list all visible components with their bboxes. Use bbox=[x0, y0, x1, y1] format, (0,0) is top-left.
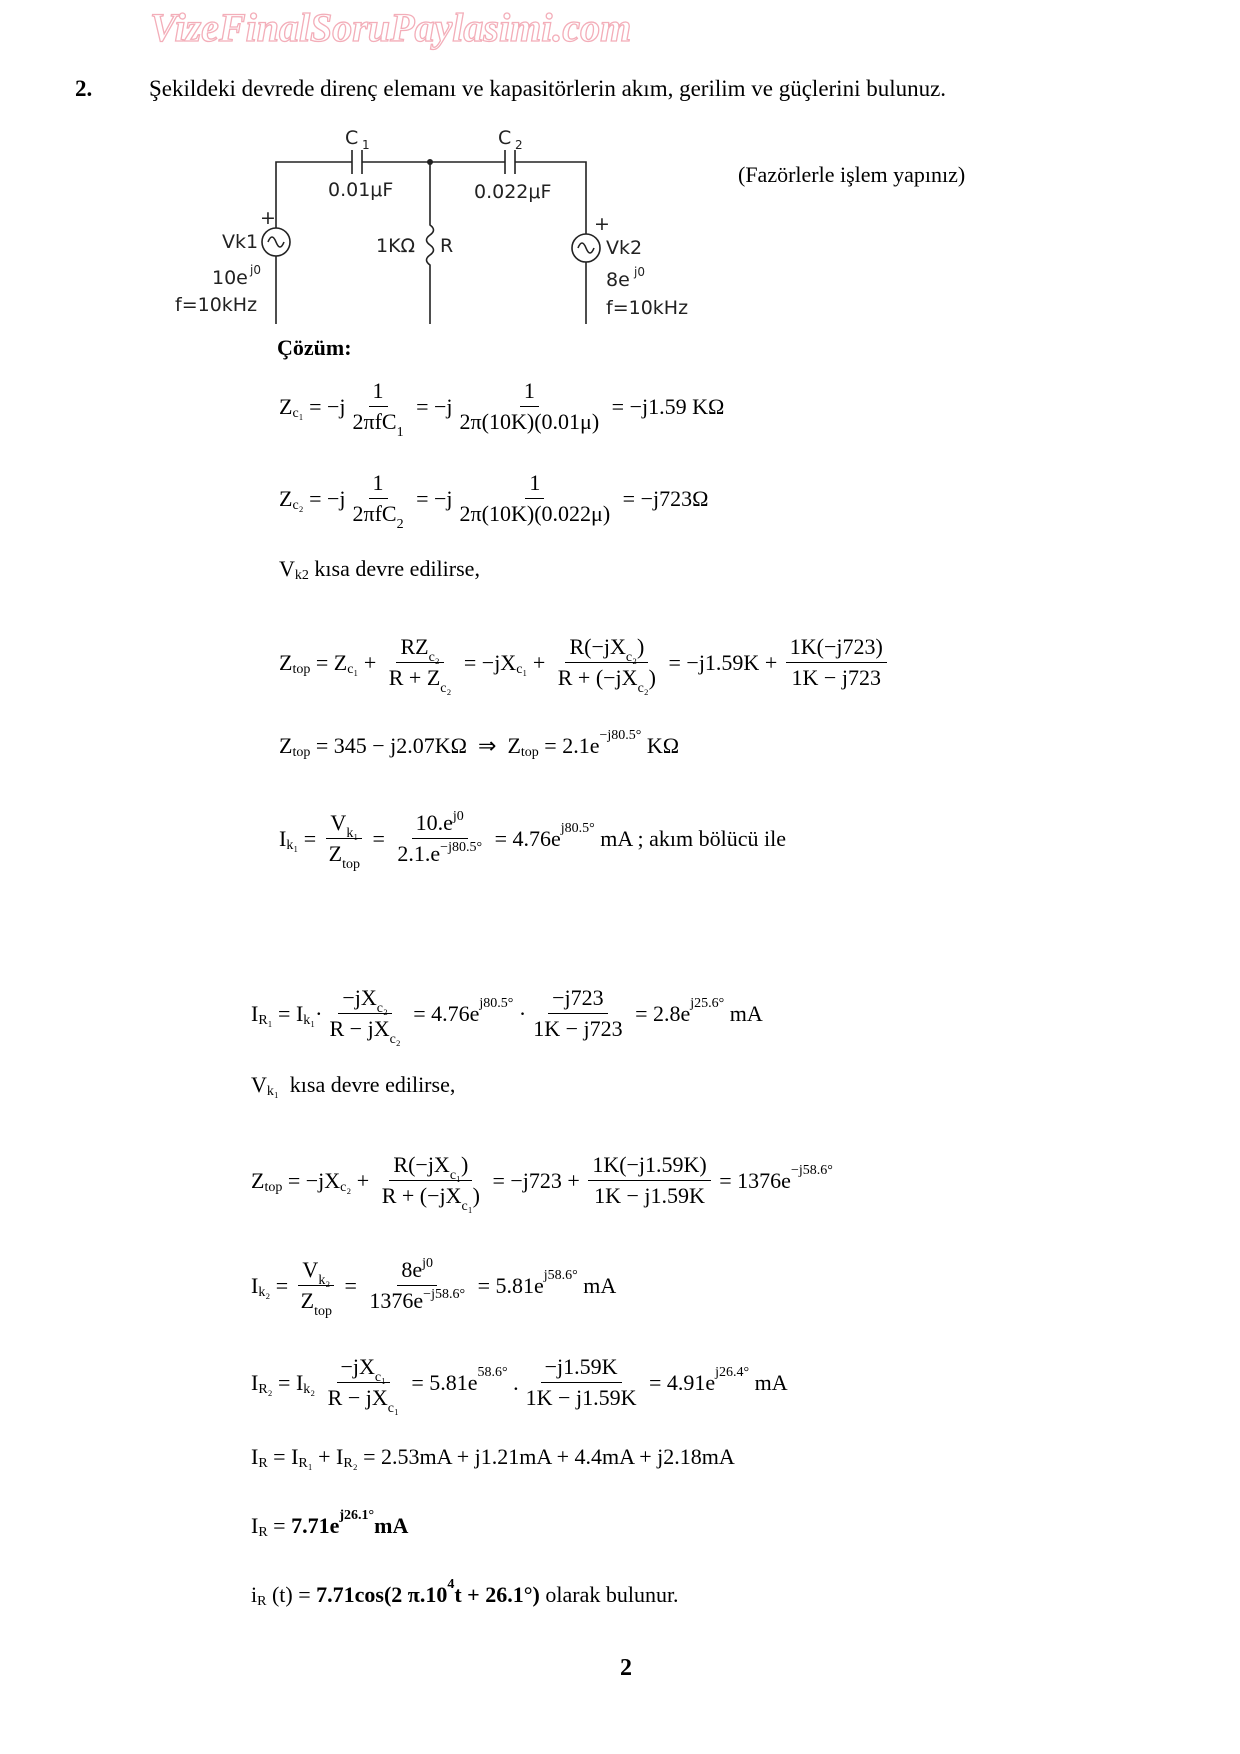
subscript: R bbox=[257, 1594, 267, 1609]
subscript: c₂ bbox=[637, 681, 649, 696]
subscript: 2 bbox=[396, 517, 404, 532]
eq-text: KΩ bbox=[641, 733, 680, 758]
eq-text: 1 bbox=[372, 378, 384, 403]
eq-text: i bbox=[251, 1582, 258, 1607]
numerator bbox=[337, 1354, 391, 1383]
numerator bbox=[389, 1152, 472, 1181]
denominator bbox=[385, 663, 456, 696]
fraction bbox=[324, 1354, 403, 1416]
bold-text: 7.71e bbox=[291, 1513, 340, 1538]
eq-text: −j1.59K bbox=[544, 1354, 618, 1379]
vk2-exponent: j0 bbox=[634, 265, 645, 279]
eq-text: I bbox=[251, 1444, 259, 1469]
eq-text: = −j1.59 KΩ bbox=[606, 393, 725, 419]
junction-node bbox=[427, 159, 433, 165]
eq-text: R(−jX bbox=[393, 1152, 450, 1177]
vk1-value: 10e bbox=[212, 267, 248, 289]
eq-text: −jX bbox=[342, 985, 377, 1010]
bold-text: t + 26.1°) bbox=[454, 1582, 540, 1607]
eq-text: I bbox=[251, 1369, 259, 1395]
eq-text: = −j bbox=[410, 485, 453, 511]
eq-text: Z bbox=[279, 485, 293, 511]
ir-result bbox=[251, 1508, 409, 1540]
eq-text: 1 bbox=[523, 378, 535, 403]
eq-text: = bbox=[338, 1272, 363, 1298]
subscript: R₂ bbox=[258, 1381, 273, 1397]
eq-text: 2πfC bbox=[352, 409, 397, 434]
ir1-equation bbox=[251, 985, 763, 1047]
ik1-equation bbox=[279, 809, 786, 872]
eq-text: RZ bbox=[400, 634, 429, 659]
eq-text: + bbox=[358, 649, 382, 675]
eq-text: V bbox=[251, 1072, 267, 1097]
denominator bbox=[393, 839, 486, 867]
subscript: top bbox=[342, 857, 360, 872]
numerator bbox=[412, 810, 468, 839]
c1-subscript: 1 bbox=[362, 138, 370, 152]
eq-text: = I bbox=[272, 1000, 304, 1026]
eq-text: kısa devre edilirse, bbox=[308, 556, 480, 581]
resistor-value: 1KΩ bbox=[376, 235, 416, 257]
eq-text: = 1376e bbox=[713, 1167, 791, 1193]
subscript: k₂ bbox=[318, 1273, 331, 1288]
superscript: j80.5° bbox=[479, 995, 514, 1011]
subscript: c₁ bbox=[292, 405, 304, 421]
subscript: c₁ bbox=[347, 661, 359, 677]
fraction bbox=[378, 1152, 484, 1214]
subscript: k₂ bbox=[303, 1381, 316, 1397]
c2-label: C bbox=[498, 127, 512, 149]
subscript: k₁ bbox=[346, 826, 359, 841]
eq-text: 1K(−j1.59K) bbox=[592, 1152, 707, 1177]
eq-text: = 2.8e bbox=[629, 1000, 691, 1026]
eq-text: 1K − j1.59K bbox=[594, 1183, 705, 1208]
subscript: 1 bbox=[396, 425, 404, 440]
eq-text: mA bbox=[749, 1369, 788, 1395]
eq-text: · bbox=[513, 1000, 527, 1026]
eq-text: Z bbox=[279, 393, 293, 419]
subscript: c₁ bbox=[516, 661, 528, 677]
vk2-short-text bbox=[279, 556, 480, 582]
fraction bbox=[588, 1152, 710, 1209]
eq-text: = −jX bbox=[458, 649, 517, 675]
vk2-label: Vk2 bbox=[606, 237, 643, 259]
superscript: j58.6° bbox=[543, 1267, 578, 1283]
eq-text: ) bbox=[460, 1152, 469, 1177]
question-text: Şekildeki devrede direnç elemanı ve kapasitörlerin akım, gerilim ve güçlerini bulunuz. bbox=[149, 76, 947, 101]
eq-text: (t) = bbox=[266, 1582, 317, 1607]
eq-text: 1 bbox=[529, 470, 541, 495]
subscript: c₂ bbox=[292, 497, 304, 513]
subscript: c₁ bbox=[387, 1401, 399, 1416]
denominator bbox=[554, 663, 660, 696]
subscript: c₂ bbox=[428, 650, 440, 665]
eq-text: 2π(10K)(0.022μ) bbox=[459, 501, 611, 526]
eq-text: = −j bbox=[303, 485, 346, 511]
eq-text: I bbox=[251, 1513, 259, 1538]
eq-text: R + Z bbox=[388, 665, 441, 690]
superscript: j25.6° bbox=[690, 995, 725, 1011]
vk1-exponent: j0 bbox=[250, 263, 261, 277]
vk1-plus: + bbox=[260, 207, 276, 229]
resistor-symbol bbox=[427, 162, 434, 324]
eq-text: = 5.81e bbox=[405, 1369, 478, 1395]
eq-text: = −jX bbox=[282, 1167, 341, 1193]
eq-text: + bbox=[527, 649, 551, 675]
fraction bbox=[365, 1257, 469, 1314]
superscript: j0 bbox=[452, 809, 464, 824]
subscript: k₁ bbox=[286, 837, 299, 853]
vk1-short-text bbox=[251, 1072, 455, 1098]
circuit-diagram bbox=[0, 0, 1240, 340]
vk2-frequency: f=10kHz bbox=[606, 297, 689, 319]
eq-text: mA ; akım bölücü ile bbox=[594, 825, 786, 851]
eq-text: = 2.1e bbox=[538, 733, 600, 758]
eq-text: 1K − j723 bbox=[791, 665, 881, 690]
denominator bbox=[326, 1014, 405, 1047]
subscript: R bbox=[258, 1525, 268, 1540]
numerator bbox=[326, 810, 362, 839]
superscript: −j58.6° bbox=[790, 1162, 833, 1178]
eq-text: + bbox=[351, 1167, 375, 1193]
vk1-frequency: f=10kHz bbox=[175, 294, 258, 316]
solution-heading: Çözüm: bbox=[277, 335, 352, 360]
subscript: c₁ bbox=[374, 1370, 387, 1385]
superscript: j26.4° bbox=[715, 1364, 750, 1380]
eq-text: = I bbox=[267, 1444, 299, 1469]
denominator bbox=[325, 839, 364, 872]
subscript: c₂ bbox=[389, 1032, 401, 1047]
subscript: R₂ bbox=[343, 1456, 358, 1471]
vk2-value: 8e bbox=[606, 269, 630, 291]
superscript: −j80.5° bbox=[599, 728, 642, 743]
capacitor-c2-symbol bbox=[505, 150, 515, 174]
ztop-equation-1 bbox=[279, 634, 890, 696]
page-number: 2 bbox=[620, 1655, 632, 1681]
bold-text: 7.71cos(2 π.10 bbox=[316, 1582, 448, 1607]
fraction bbox=[554, 634, 660, 696]
numerator bbox=[396, 634, 443, 663]
c1-label: C bbox=[345, 127, 359, 149]
fraction bbox=[326, 985, 405, 1047]
subscript: c₂ bbox=[340, 1179, 352, 1195]
fraction bbox=[456, 470, 615, 527]
subscript: k₁ bbox=[303, 1012, 316, 1028]
denominator bbox=[529, 1014, 626, 1042]
fraction bbox=[529, 985, 626, 1042]
subscript: top bbox=[314, 1304, 332, 1319]
eq-text: = −j1.59K + bbox=[663, 649, 783, 675]
eq-text: 2πfC bbox=[352, 501, 397, 526]
eq-text: = −j bbox=[410, 393, 453, 419]
eq-text: = bbox=[270, 1272, 294, 1298]
eq-text: Z bbox=[279, 649, 293, 675]
numerator bbox=[548, 985, 608, 1014]
fraction bbox=[456, 378, 604, 435]
numerator bbox=[298, 1257, 334, 1286]
numerator bbox=[520, 378, 539, 407]
subscript: R₁ bbox=[258, 1012, 273, 1028]
eq-text: R + (−jX bbox=[557, 665, 638, 690]
vk1-label: Vk1 bbox=[222, 231, 259, 253]
subscript: k₁ bbox=[266, 1084, 279, 1099]
eq-text: ) bbox=[648, 665, 656, 690]
superscript: j0 bbox=[422, 1256, 434, 1271]
eq-text: 10.e bbox=[415, 810, 453, 835]
subscript: top bbox=[264, 1179, 283, 1195]
eq-text: = bbox=[298, 825, 322, 851]
denominator bbox=[349, 499, 408, 532]
eq-text bbox=[315, 1370, 321, 1396]
zc1-equation bbox=[279, 378, 725, 440]
eq-text: R + (−jX bbox=[381, 1183, 462, 1208]
denominator bbox=[456, 499, 615, 527]
eq-text: olarak bulunur. bbox=[539, 1582, 679, 1607]
fraction bbox=[385, 634, 456, 696]
superscript: −j80.5° bbox=[440, 840, 483, 855]
eq-text: I bbox=[279, 825, 287, 851]
eq-text: 1K − j1.59K bbox=[525, 1385, 637, 1410]
eq-text: I bbox=[251, 1000, 259, 1026]
subscript: top bbox=[292, 661, 311, 677]
c1-value: 0.01μF bbox=[328, 179, 394, 201]
eq-text: Z bbox=[328, 841, 343, 866]
denominator bbox=[378, 1181, 484, 1214]
numerator bbox=[525, 470, 544, 499]
denominator bbox=[324, 1383, 403, 1416]
eq-text: R − jX bbox=[327, 1385, 388, 1410]
ik2-equation bbox=[251, 1256, 617, 1319]
eq-text: = I bbox=[272, 1369, 304, 1395]
resistor-label: R bbox=[440, 235, 454, 257]
denominator bbox=[349, 407, 408, 440]
subscript: c₁ bbox=[449, 1168, 461, 1183]
fraction bbox=[522, 1354, 641, 1411]
eq-text: = bbox=[366, 825, 391, 851]
eq-text: = 5.81e bbox=[472, 1272, 544, 1298]
bold-text: mA bbox=[374, 1513, 409, 1538]
watermark: VizeFinalSoruPaylasimi.com bbox=[150, 5, 632, 50]
question-number: 2. bbox=[75, 76, 93, 101]
denominator bbox=[456, 407, 604, 435]
eq-text: Z bbox=[251, 1167, 265, 1193]
eq-text: = 345 − j2.07KΩ ⇒ Z bbox=[310, 733, 521, 758]
eq-text: = bbox=[267, 1513, 292, 1538]
eq-text: R(−jX bbox=[569, 634, 626, 659]
numerator bbox=[565, 634, 648, 663]
eq-text: mA bbox=[577, 1272, 617, 1298]
ir2-equation bbox=[251, 1354, 788, 1416]
phasor-note: (Fazörlerle işlem yapınız) bbox=[738, 162, 966, 187]
numerator bbox=[369, 378, 388, 407]
numerator bbox=[588, 1152, 710, 1181]
eq-text: 1 bbox=[372, 470, 384, 495]
denominator bbox=[365, 1286, 469, 1314]
numerator bbox=[338, 985, 392, 1014]
eq-text: = Z bbox=[310, 649, 348, 675]
subscript: k2 bbox=[294, 568, 309, 583]
eq-text: = 2.53mA + j1.21mA + 4.4mA + j2.18mA bbox=[357, 1444, 735, 1469]
eq-text: = −j723 + bbox=[486, 1167, 586, 1193]
fraction bbox=[325, 810, 364, 872]
vk2-plus: + bbox=[594, 213, 610, 235]
eq-text: V bbox=[330, 810, 347, 835]
ir-time-domain bbox=[251, 1577, 679, 1609]
eq-text: 1376e bbox=[369, 1288, 424, 1313]
zc2-equation bbox=[279, 470, 709, 532]
eq-text: ) bbox=[472, 1183, 480, 1208]
subscript: k₂ bbox=[258, 1284, 271, 1300]
subscript: c₁ bbox=[461, 1199, 473, 1214]
denominator bbox=[590, 1181, 709, 1209]
eq-text: 2.1.e bbox=[397, 841, 441, 866]
superscript: 4 bbox=[447, 1577, 455, 1592]
ztop-result bbox=[279, 728, 680, 760]
eq-text: −j723 bbox=[552, 985, 604, 1010]
eq-text: mA bbox=[724, 1000, 763, 1026]
superscript: j80.5° bbox=[560, 820, 595, 836]
eq-text: kısa devre edilirse, bbox=[278, 1072, 456, 1097]
eq-text: −jX bbox=[340, 1354, 375, 1379]
eq-text: = 4.76e bbox=[489, 825, 561, 851]
subscript: top bbox=[292, 745, 311, 760]
numerator bbox=[786, 634, 887, 663]
eq-text: 1K − j723 bbox=[533, 1016, 623, 1041]
fraction bbox=[297, 1257, 336, 1319]
subscript: c₂ bbox=[625, 650, 637, 665]
numerator bbox=[541, 1354, 622, 1383]
eq-text: Z bbox=[279, 733, 293, 758]
eq-text: 1K(−j723) bbox=[789, 634, 883, 659]
fraction bbox=[349, 470, 408, 532]
eq-text: V bbox=[302, 1257, 319, 1282]
eq-text: I bbox=[251, 1272, 259, 1298]
ztop-equation-2 bbox=[251, 1152, 833, 1214]
eq-text: = 4.91e bbox=[643, 1369, 716, 1395]
eq-text: R − jX bbox=[329, 1016, 390, 1041]
subscript: R₁ bbox=[298, 1456, 313, 1471]
denominator bbox=[297, 1286, 336, 1319]
eq-text: + I bbox=[312, 1444, 344, 1469]
eq-text: = 4.76e bbox=[407, 1000, 480, 1026]
c2-subscript: 2 bbox=[515, 138, 523, 152]
denominator bbox=[788, 663, 885, 691]
denominator bbox=[522, 1383, 641, 1411]
capacitor-c1-symbol bbox=[352, 150, 362, 174]
subscript: top bbox=[520, 745, 539, 760]
subscript: R bbox=[258, 1456, 268, 1471]
eq-text: · bbox=[315, 1000, 323, 1026]
fraction bbox=[393, 810, 486, 867]
eq-text: . bbox=[507, 1369, 519, 1395]
subscript: c₂ bbox=[440, 681, 452, 696]
eq-text: = −j bbox=[303, 393, 346, 419]
superscript: 58.6° bbox=[477, 1364, 508, 1380]
subscript: c₂ bbox=[376, 1001, 388, 1016]
c2-value: 0.022μF bbox=[474, 181, 552, 203]
superscript: j26.1° bbox=[339, 1508, 375, 1523]
eq-text: ) bbox=[636, 634, 645, 659]
eq-text: V bbox=[279, 556, 295, 581]
fraction bbox=[349, 378, 408, 440]
eq-text: = −j723Ω bbox=[617, 485, 709, 511]
numerator bbox=[397, 1257, 437, 1286]
superscript: −j58.6° bbox=[423, 1287, 466, 1302]
ir-sum-equation bbox=[251, 1444, 735, 1470]
numerator bbox=[369, 470, 388, 499]
eq-text: Z bbox=[300, 1288, 315, 1313]
eq-text: 8e bbox=[401, 1257, 423, 1282]
fraction bbox=[786, 634, 887, 691]
eq-text: 2π(10K)(0.01μ) bbox=[459, 409, 600, 434]
